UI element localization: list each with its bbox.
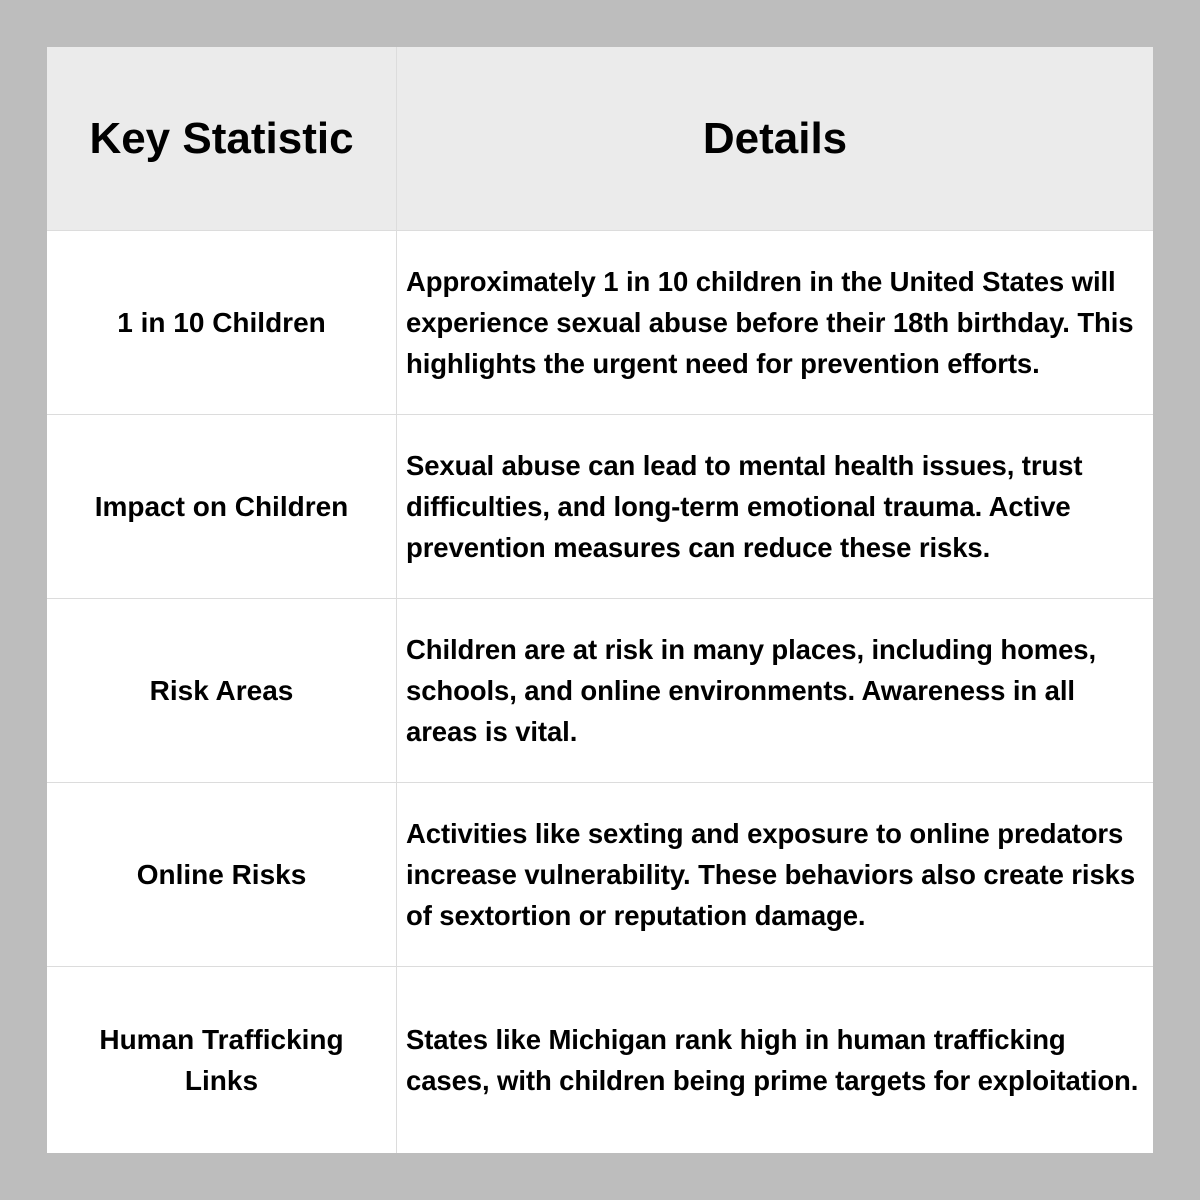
row-1-details: Approximately 1 in 10 children in the United States will experience sexual abuse before their 18th birthday. This highlights the urgent need for prevention efforts. <box>397 231 1153 415</box>
header-details: Details <box>397 47 1153 231</box>
row-2-statistic: Impact on Children <box>47 415 397 599</box>
statistics-table <box>47 47 1153 1153</box>
row-5-statistic: Human Trafficking Links <box>47 967 397 1153</box>
row-4-details: Activities like sexting and exposure to online predators increase vulnerability. These behaviors also create risks of sextortion or reputation damage. <box>397 783 1153 967</box>
row-1-statistic: 1 in 10 Children <box>47 231 397 415</box>
row-5-details: States like Michigan rank high in human trafficking cases, with children being prime targets for exploitation. <box>406 1024 1139 1096</box>
row-4-statistic: Online Risks <box>47 783 397 967</box>
row-3-details: Children are at risk in many places, including homes, schools, and online environments. Awareness in all areas is vital. <box>397 599 1153 783</box>
row-3-statistic: Risk Areas <box>47 599 397 783</box>
row-2-details: Sexual abuse can lead to mental health issues, trust difficulties, and long-term emotional trauma. Active prevention measures can reduce these risks. <box>397 415 1153 599</box>
header-key-statistic: Key Statistic <box>47 47 397 231</box>
